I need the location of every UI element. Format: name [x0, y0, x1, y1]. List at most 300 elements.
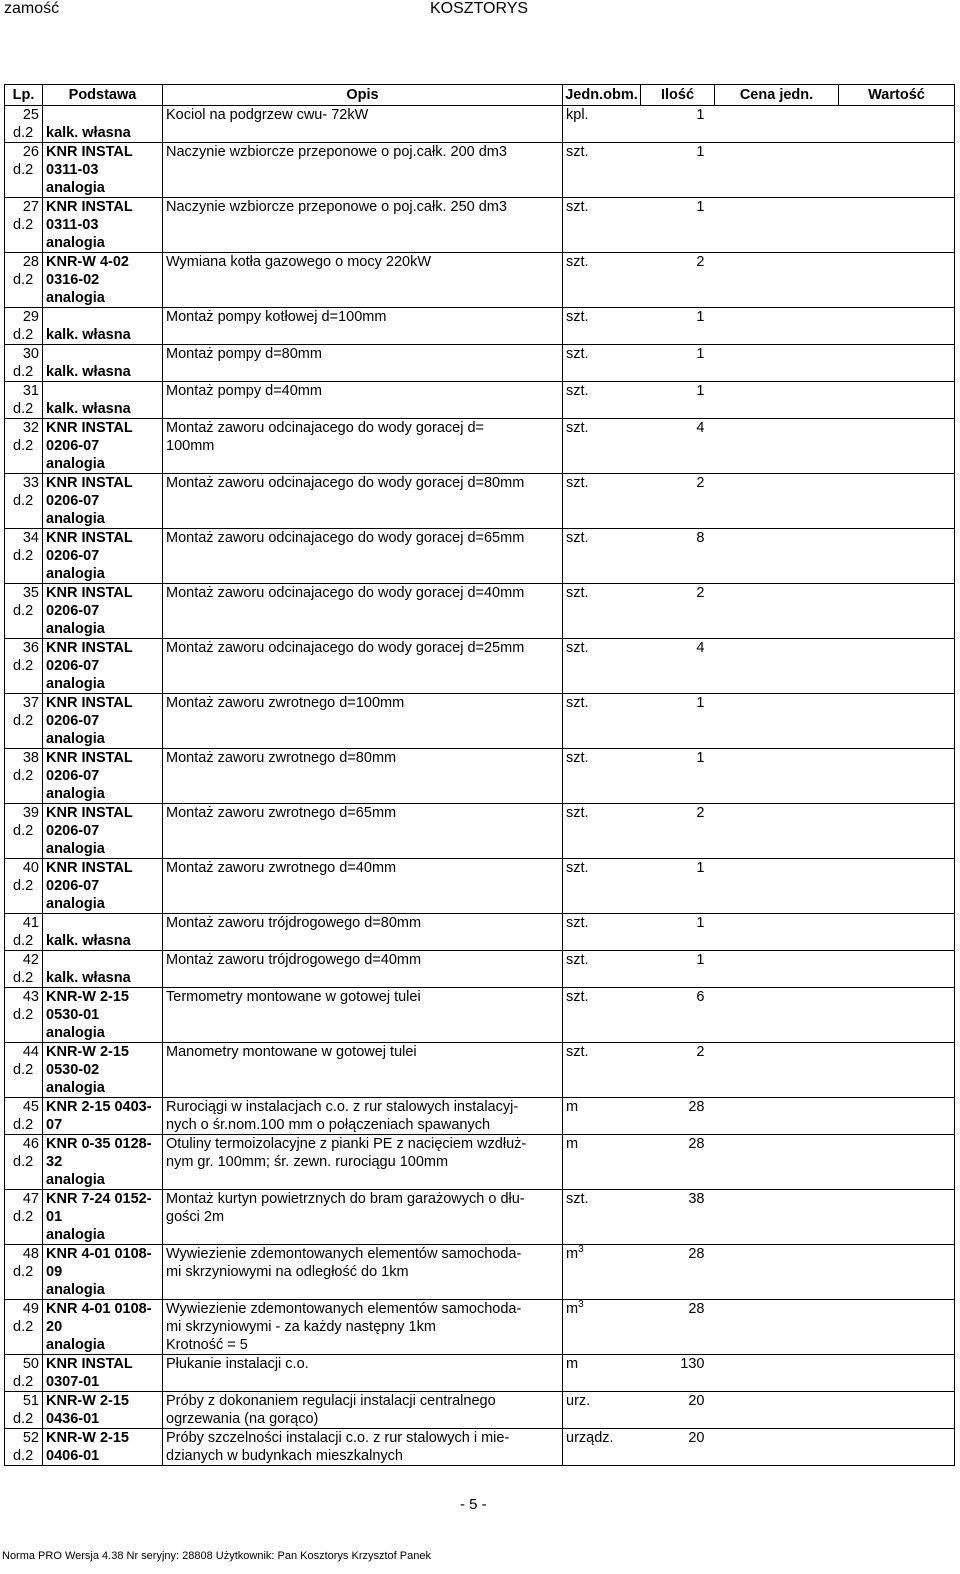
col-opis: Opis [163, 85, 563, 106]
row-unit-price [715, 106, 839, 143]
basis-line: 0206-07 [46, 438, 100, 454]
row-unit-price [715, 345, 839, 382]
description-line: Naczynie wzbiorcze przeponowe o poj.całk. 200 dm3 [166, 144, 507, 160]
basis-line [46, 106, 162, 124]
unit-text: m [566, 1246, 579, 1262]
basis-line: 0206-07 [46, 548, 100, 564]
description-line: Montaż zaworu trójdrogowego d=80mm [166, 915, 422, 931]
unit-superscript: 3 [578, 1299, 584, 1311]
row-unit [563, 308, 641, 345]
description-line: mi skrzyniowymi na odległość do 1km [166, 1264, 409, 1280]
row-basis [43, 694, 163, 749]
estimate-table [4, 84, 955, 1466]
row-description [163, 253, 563, 308]
basis-line [46, 914, 162, 932]
row-unit [563, 106, 641, 143]
row-value [839, 951, 955, 988]
basis-line: kalk. własna [46, 327, 131, 343]
row-number: 49 [22, 1301, 39, 1317]
row-unit-price [715, 859, 839, 914]
description-line: Montaż zaworu zwrotnego d=65mm [166, 805, 397, 821]
basis-line: 07 [46, 1117, 63, 1133]
basis-line: KNR 4-01 0108- [46, 1246, 152, 1262]
row-basis [43, 1245, 163, 1300]
unit-text: szt. [566, 1044, 589, 1060]
row-number: 27 [22, 199, 39, 215]
unit-text: szt. [566, 346, 589, 362]
row-unit [563, 345, 641, 382]
table-row [5, 1245, 955, 1300]
row-basis [43, 382, 163, 419]
row-number: 34 [22, 530, 39, 546]
table-row [5, 1043, 955, 1098]
row-description [163, 639, 563, 694]
basis-line: KNR 0-35 0128- [46, 1136, 152, 1152]
page-number: - 5 - [460, 1496, 487, 1513]
basis-line: analogia [46, 1080, 105, 1096]
row-description [163, 345, 563, 382]
row-lp [5, 1043, 43, 1098]
row-value [839, 639, 955, 694]
row-lp [5, 198, 43, 253]
description-line: Rurociągi w instalacjach c.o. z rur stalowych instalacyj- [166, 1099, 519, 1115]
row-basis [43, 529, 163, 584]
basis-line: 0406-01 [46, 1448, 100, 1464]
row-basis [43, 419, 163, 474]
description-line: nych o śr.nom.100 mm o połączeniach spawanych [166, 1117, 491, 1133]
table-row [5, 1098, 955, 1135]
basis-line [46, 308, 162, 326]
basis-line: 0311-03 [46, 162, 99, 178]
row-basis [43, 106, 163, 143]
table-row [5, 474, 955, 529]
table-row [5, 1429, 955, 1466]
row-number: 33 [22, 475, 39, 491]
row-unit-price [715, 584, 839, 639]
row-lp [5, 584, 43, 639]
row-unit [563, 382, 641, 419]
row-lp [5, 253, 43, 308]
row-quantity: 20 [641, 1392, 715, 1429]
row-unit [563, 474, 641, 529]
table-row [5, 106, 955, 143]
row-unit-price [715, 1135, 839, 1190]
row-unit-price [715, 529, 839, 584]
row-quantity: 1 [641, 951, 715, 988]
table-row [5, 1135, 955, 1190]
row-basis [43, 639, 163, 694]
row-description [163, 1135, 563, 1190]
description-line: Kociol na podgrzew cwu- 72kW [166, 107, 369, 123]
row-basis [43, 951, 163, 988]
row-unit [563, 859, 641, 914]
row-unit-price [715, 694, 839, 749]
row-number: 52 [22, 1430, 39, 1446]
row-suffix: d.2 [13, 438, 34, 454]
col-lp: Lp. [5, 85, 43, 106]
row-quantity: 1 [641, 382, 715, 419]
row-description [163, 143, 563, 198]
basis-line: 0206-07 [46, 493, 100, 509]
unit-text: szt. [566, 915, 589, 931]
row-suffix: d.2 [13, 1411, 34, 1427]
row-suffix: d.2 [13, 493, 34, 509]
row-quantity: 6 [641, 988, 715, 1043]
row-unit-price [715, 804, 839, 859]
row-unit [563, 1190, 641, 1245]
row-value [839, 1355, 955, 1392]
row-unit-price [715, 639, 839, 694]
row-number: 46 [22, 1136, 39, 1152]
table-row [5, 308, 955, 345]
basis-line: kalk. własna [46, 933, 131, 949]
row-value [839, 198, 955, 253]
col-wartosc: Wartość [839, 85, 955, 106]
row-lp [5, 1098, 43, 1135]
row-basis [43, 1355, 163, 1392]
basis-line: 01 [46, 1209, 63, 1225]
unit-text: szt. [566, 144, 589, 160]
row-suffix: d.2 [13, 1264, 34, 1280]
table-row [5, 914, 955, 951]
row-unit-price [715, 143, 839, 198]
table-row [5, 419, 955, 474]
row-number: 30 [22, 346, 39, 362]
row-lp [5, 804, 43, 859]
row-unit [563, 419, 641, 474]
description-line: Montaż zaworu zwrotnego d=100mm [166, 695, 405, 711]
description-line: Montaż kurtyn powietrznych do bram garażowych o dłu- [166, 1191, 525, 1207]
row-unit [563, 529, 641, 584]
row-lp [5, 1135, 43, 1190]
row-unit [563, 253, 641, 308]
basis-line: 0436-01 [46, 1411, 100, 1427]
unit-text: szt. [566, 989, 589, 1005]
row-value [839, 345, 955, 382]
basis-line: KNR-W 2-15 [46, 1044, 129, 1060]
basis-line: 0206-07 [46, 713, 100, 729]
basis-line [46, 382, 162, 400]
basis-line: 09 [46, 1264, 63, 1280]
col-jedn: Jedn.obm. [563, 85, 641, 106]
basis-line: KNR INSTAL [46, 1356, 133, 1372]
row-unit-price [715, 1355, 839, 1392]
basis-line: 0206-07 [46, 768, 100, 784]
row-lp [5, 1355, 43, 1392]
row-basis [43, 308, 163, 345]
unit-text: szt. [566, 750, 589, 766]
row-suffix: d.2 [13, 162, 34, 178]
row-number: 31 [22, 383, 39, 399]
row-value [839, 419, 955, 474]
row-basis [43, 474, 163, 529]
row-description [163, 1098, 563, 1135]
row-number: 36 [22, 640, 39, 656]
basis-line: analogia [46, 456, 105, 472]
header-title: KOSZTORYS [430, 0, 529, 17]
unit-text: szt. [566, 805, 589, 821]
row-quantity: 28 [641, 1135, 715, 1190]
table-row [5, 951, 955, 988]
row-quantity: 2 [641, 1043, 715, 1098]
basis-line: 0206-07 [46, 603, 100, 619]
table-row [5, 1355, 955, 1392]
unit-text: szt. [566, 383, 589, 399]
row-unit [563, 804, 641, 859]
row-unit [563, 749, 641, 804]
row-value [839, 1098, 955, 1135]
row-number: 47 [22, 1191, 39, 1207]
description-line: Montaż zaworu zwrotnego d=40mm [166, 860, 397, 876]
row-unit [563, 1043, 641, 1098]
description-line: Krotność = 5 [166, 1337, 248, 1353]
basis-line: KNR INSTAL [46, 860, 133, 876]
row-unit-price [715, 474, 839, 529]
row-suffix: d.2 [13, 713, 34, 729]
description-line: 100mm [166, 438, 215, 454]
row-basis [43, 1190, 163, 1245]
row-number: 44 [22, 1044, 39, 1060]
row-value [839, 1392, 955, 1429]
row-lp [5, 1392, 43, 1429]
row-lp [5, 859, 43, 914]
basis-line: analogia [46, 896, 105, 912]
row-lp [5, 951, 43, 988]
row-unit-price [715, 382, 839, 419]
row-unit [563, 1098, 641, 1135]
row-quantity: 1 [641, 694, 715, 749]
row-suffix: d.2 [13, 217, 34, 233]
row-unit-price [715, 1190, 839, 1245]
unit-text: m [566, 1301, 579, 1317]
description-line: Manometry montowane w gotowej tulei [166, 1044, 417, 1060]
row-lp [5, 988, 43, 1043]
row-value [839, 914, 955, 951]
row-suffix: d.2 [13, 970, 34, 986]
row-description [163, 1429, 563, 1466]
row-description [163, 308, 563, 345]
row-lp [5, 345, 43, 382]
row-unit-price [715, 198, 839, 253]
row-basis [43, 143, 163, 198]
row-quantity: 4 [641, 639, 715, 694]
basis-line: analogia [46, 235, 105, 251]
row-suffix: d.2 [13, 1374, 34, 1390]
row-suffix: d.2 [13, 768, 34, 784]
basis-line: KNR-W 2-15 [46, 1393, 129, 1409]
row-basis [43, 253, 163, 308]
row-quantity: 1 [641, 198, 715, 253]
row-value [839, 1300, 955, 1355]
row-value [839, 1245, 955, 1300]
row-unit-price [715, 308, 839, 345]
table-row [5, 345, 955, 382]
row-suffix: d.2 [13, 1154, 34, 1170]
row-quantity: 1 [641, 749, 715, 804]
table-row [5, 749, 955, 804]
table-row [5, 639, 955, 694]
basis-line: 20 [46, 1319, 63, 1335]
row-unit-price [715, 1392, 839, 1429]
row-suffix: d.2 [13, 1117, 34, 1133]
row-quantity: 1 [641, 345, 715, 382]
basis-line: analogia [46, 290, 105, 306]
basis-line: analogia [46, 786, 105, 802]
unit-text: m [566, 1099, 579, 1115]
row-quantity: 28 [641, 1300, 715, 1355]
table-row [5, 143, 955, 198]
row-suffix: d.2 [13, 272, 34, 288]
row-description [163, 529, 563, 584]
row-basis [43, 345, 163, 382]
unit-text: szt. [566, 1191, 589, 1207]
row-quantity: 2 [641, 474, 715, 529]
unit-superscript: 3 [578, 1244, 584, 1256]
basis-line: KNR INSTAL [46, 420, 133, 436]
row-lp [5, 639, 43, 694]
row-unit [563, 584, 641, 639]
description-line: Wymiana kotła gazowego o mocy 220kW [166, 254, 432, 270]
row-suffix: d.2 [13, 658, 34, 674]
row-value [839, 529, 955, 584]
row-basis [43, 1300, 163, 1355]
description-line: Montaż zaworu odcinajacego do wody goracej d=80mm [166, 475, 525, 491]
row-value [839, 382, 955, 419]
row-lp [5, 694, 43, 749]
row-basis [43, 914, 163, 951]
row-description [163, 106, 563, 143]
row-quantity: 1 [641, 308, 715, 345]
description-line: Termometry montowane w gotowej tulei [166, 989, 421, 1005]
row-number: 29 [22, 309, 39, 325]
table-row [5, 988, 955, 1043]
row-value [839, 1135, 955, 1190]
row-basis [43, 1392, 163, 1429]
table-row [5, 584, 955, 639]
row-lp [5, 308, 43, 345]
description-line: ogrzewania (na gorąco) [166, 1411, 319, 1427]
row-basis [43, 1429, 163, 1466]
row-number: 38 [22, 750, 39, 766]
basis-line: KNR INSTAL [46, 475, 133, 491]
basis-line: 0530-01 [46, 1007, 100, 1023]
table-row [5, 694, 955, 749]
description-line: Naczynie wzbiorcze przeponowe o poj.całk. 250 dm3 [166, 199, 507, 215]
basis-line: 0530-02 [46, 1062, 100, 1078]
basis-line: KNR INSTAL [46, 750, 133, 766]
row-number: 28 [22, 254, 39, 270]
description-line: Montaż zaworu trójdrogowego d=40mm [166, 952, 422, 968]
basis-line: analogia [46, 621, 105, 637]
row-value [839, 804, 955, 859]
basis-line [46, 951, 162, 969]
row-description [163, 749, 563, 804]
description-line: Montaż zaworu odcinajacego do wody goracej d=25mm [166, 640, 525, 656]
row-number: 41 [22, 915, 39, 931]
row-quantity: 1 [641, 106, 715, 143]
row-unit [563, 143, 641, 198]
row-basis [43, 749, 163, 804]
row-number: 51 [22, 1393, 39, 1409]
row-unit-price [715, 988, 839, 1043]
unit-text: szt. [566, 695, 589, 711]
row-basis [43, 1043, 163, 1098]
row-unit-price [715, 419, 839, 474]
row-unit [563, 1300, 641, 1355]
basis-line: KNR INSTAL [46, 640, 133, 656]
row-description [163, 198, 563, 253]
row-unit [563, 639, 641, 694]
basis-line: KNR INSTAL [46, 805, 133, 821]
description-line: Montaż pompy kotłowej d=100mm [166, 309, 387, 325]
basis-line: KNR 7-24 0152- [46, 1191, 152, 1207]
row-quantity: 38 [641, 1190, 715, 1245]
basis-line: KNR-W 2-15 [46, 989, 129, 1005]
basis-line: KNR-W 2-15 [46, 1430, 129, 1446]
row-value [839, 143, 955, 198]
basis-line: analogia [46, 1282, 105, 1298]
row-value [839, 859, 955, 914]
row-unit-price [715, 1098, 839, 1135]
basis-line: kalk. własna [46, 125, 131, 141]
header-location: zamość [4, 0, 60, 17]
basis-line: KNR 4-01 0108- [46, 1301, 152, 1317]
row-lp [5, 106, 43, 143]
basis-line: 0316-02 [46, 272, 100, 288]
row-description [163, 1392, 563, 1429]
row-basis [43, 584, 163, 639]
basis-line: analogia [46, 180, 105, 196]
row-value [839, 694, 955, 749]
row-quantity: 1 [641, 143, 715, 198]
unit-text: szt. [566, 530, 589, 546]
table-row [5, 859, 955, 914]
row-unit-price [715, 749, 839, 804]
row-suffix: d.2 [13, 933, 34, 949]
row-unit-price [715, 1043, 839, 1098]
description-line: mi skrzyniowymi - za każdy następny 1km [166, 1319, 436, 1335]
unit-text: szt. [566, 254, 589, 270]
description-line: Montaż zaworu odcinajacego do wody goracej d=65mm [166, 530, 525, 546]
row-lp [5, 382, 43, 419]
basis-line: kalk. własna [46, 970, 131, 986]
row-suffix: d.2 [13, 1448, 34, 1464]
description-line: nym gr. 100mm; śr. zewn. rurociągu 100mm [166, 1154, 449, 1170]
row-basis [43, 859, 163, 914]
row-number: 37 [22, 695, 39, 711]
basis-line: 0311-03 [46, 217, 99, 233]
unit-text: szt. [566, 475, 589, 491]
row-lp [5, 1190, 43, 1245]
row-unit-price [715, 253, 839, 308]
row-description [163, 382, 563, 419]
row-unit [563, 694, 641, 749]
row-unit-price [715, 1300, 839, 1355]
description-line: Montaż zaworu odcinajacego do wody goracej d=40mm [166, 585, 525, 601]
row-quantity: 130 [641, 1355, 715, 1392]
row-value [839, 253, 955, 308]
basis-line: analogia [46, 841, 105, 857]
basis-line: analogia [46, 1227, 105, 1243]
row-value [839, 308, 955, 345]
row-value [839, 106, 955, 143]
row-value [839, 1043, 955, 1098]
description-line: dzianych w budynkach mieszkalnych [166, 1448, 403, 1464]
description-line: Próby szczelności instalacji c.o. z rur stalowych i mie- [166, 1430, 510, 1446]
row-unit [563, 951, 641, 988]
row-quantity: 2 [641, 584, 715, 639]
basis-line: 0206-07 [46, 658, 100, 674]
